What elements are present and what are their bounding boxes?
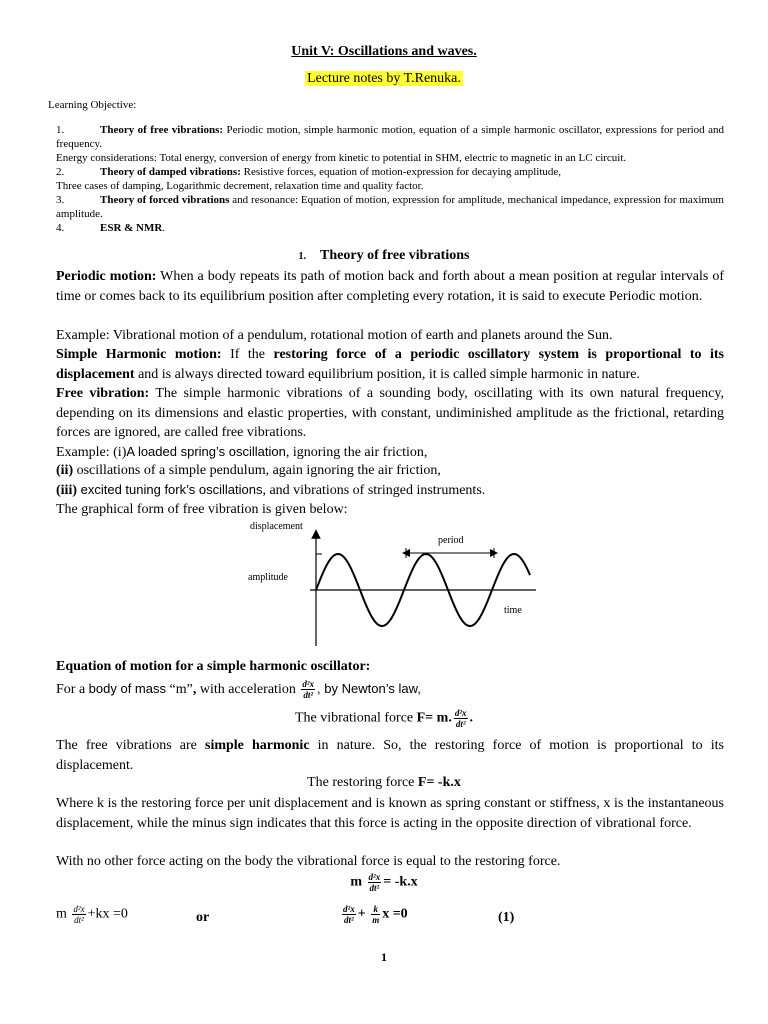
free-vibration-graph bbox=[240, 518, 540, 648]
equation-heading: Equation of motion for a simple harmonic oscillator: bbox=[56, 659, 371, 674]
page-number: 1 bbox=[381, 950, 387, 964]
example-1: Example: (i)A loaded spring’s oscillation, ignoring the air friction, bbox=[56, 444, 428, 460]
shm-paragraph: Simple Harmonic motion: If the restoring force of a periodic oscillatory system is proportional to its displacement and is always directed toward equilibrium position, it is called simple harmonic in nature. bbox=[56, 347, 725, 382]
objective-item-2: 2. Theory of damped vibrations: Resistive forces, equation of motion-expression for decaying amplitude, bbox=[56, 166, 562, 178]
amplitude-label: amplitude bbox=[248, 572, 288, 583]
highlighted-author: Lecture notes by T.Renuka. bbox=[307, 71, 461, 86]
equation-m-kx: m $\frac{\text{d²x}}{\text{dt²}}$ = -k.x bbox=[350, 872, 418, 893]
vibrational-force-line: The vibrational force F= m. $\frac{\text{d²x}}{\text{dt²}}$ . bbox=[294, 708, 474, 729]
objective-line-damping: Three cases of damping, Logarithmic decrement, relaxation time and quality factor. bbox=[56, 180, 424, 192]
graph-intro: The graphical form of free vibration is given below: bbox=[56, 502, 348, 517]
periodic-example: Example: Vibrational motion of a pendulum, rotational motion of earth and planets around the Sun. bbox=[56, 328, 613, 343]
spring-constant-paragraph: Where k is the restoring force per unit displacement and is known as spring constant or stiffness, x is the instantaneous displacement, while the minus sign indicates that this force is acting in the opposite direction of vibrational force. bbox=[56, 796, 724, 831]
x-axis-label: time bbox=[504, 605, 522, 616]
acceleration-fraction: $\frac{\text{d²x}}{\text{dt²}}$ bbox=[302, 679, 315, 701]
or-label: or bbox=[196, 910, 210, 925]
objective-item-4: 4. ESR & NMR. bbox=[56, 222, 166, 234]
period-label: period bbox=[438, 535, 464, 546]
example-3: (iii) excited tuning fork’s oscillations, and vibrations of stringed instruments. bbox=[56, 482, 486, 498]
free-vibration-paragraph: Free vibration: The simple harmonic vibrations of a sounding body, oscillating with its own natural frequency, depending on its dimensions and elastic properties, with constant, undiminished amplitude as the frictional, retarding forces are ignored, are called free vibrations. bbox=[56, 386, 724, 440]
objective-item-3: 3. Theory of forced vibrations and resonance: Equation of motion, expression for amplitude, mechanical impedance, expression for maximum amplitude. bbox=[56, 194, 724, 220]
newton-line: For a body of mass “m”, with acceleration $\frac{\text{d²x}}{\text{dt²}}$ , by Newton’s law, bbox=[56, 679, 421, 701]
vibrational-force-fraction: $\frac{\text{d²x}}{\text{dt²}}$ bbox=[454, 708, 467, 729]
periodic-motion-paragraph: Periodic motion: When a body repeats its path of motion back and forth about a mean position at regular intervals of time or comes back to its equilibrium position after completing every rotation, it is said to execute Periodic motion. bbox=[56, 269, 724, 304]
objective-line-energy: Energy considerations: Total energy, conversion of energy from kinetic to potential in SHM, electric to magnetic in an LC circuit. bbox=[56, 152, 627, 164]
learning-objective-label: Learning Objective: bbox=[48, 99, 137, 111]
equation-right-form: $\frac{\text{d²x}}{\text{dt²}}$ + $\frac{k}{m}$ x =0 bbox=[343, 904, 408, 925]
objective-item-1: 1. Theory of free vibrations: Periodic motion, simple harmonic motion, equation of a simple harmonic oscillator, expressions for period and frequency. bbox=[56, 124, 724, 150]
example-2: (ii) oscillations of a simple pendulum, again ignoring the air friction, bbox=[56, 463, 441, 478]
equation-left-form: m $\frac{\text{d²x}}{\text{dt²}}$ +kx =0 bbox=[56, 904, 128, 925]
free-vibrations-shm-paragraph: The free vibrations are simple harmonic in nature. So, the restoring force of motion is proportional to its displacement. bbox=[56, 738, 724, 773]
restoring-force-line: The restoring force F= -k.x bbox=[307, 775, 461, 790]
author-line bbox=[0, 71, 768, 87]
section-heading: 1. Theory of free vibrations bbox=[298, 248, 470, 263]
no-other-force-line: With no other force acting on the body the vibrational force is equal to the restoring force. bbox=[56, 854, 561, 869]
equation-number: (1) bbox=[498, 910, 515, 925]
document-title: Unit V: Oscillations and waves. bbox=[291, 44, 477, 59]
y-axis-label: displacement bbox=[250, 521, 303, 532]
